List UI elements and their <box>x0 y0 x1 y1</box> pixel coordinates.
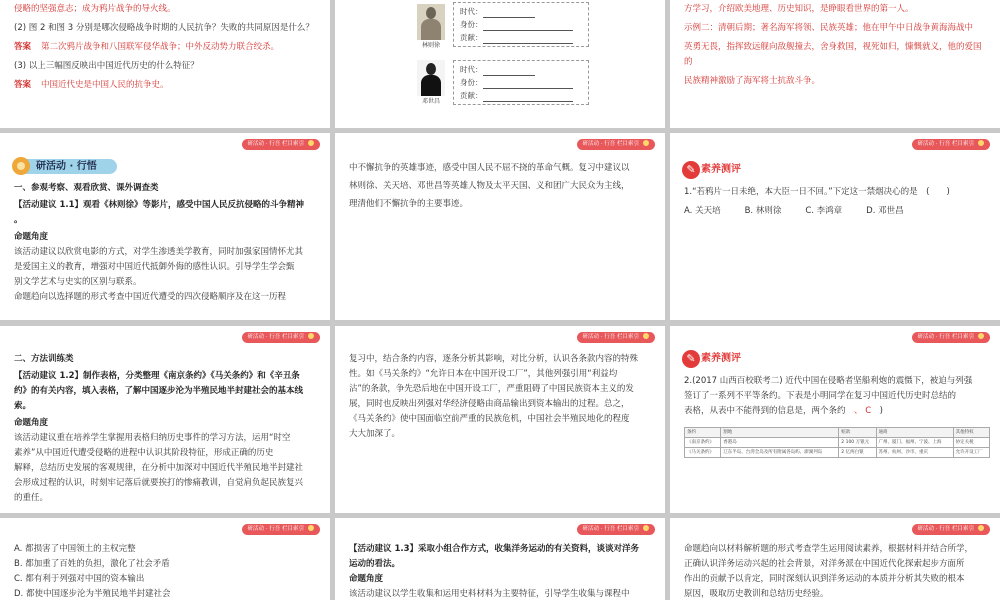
body-text: 别文学艺术与史实的区别与联系。 <box>14 277 142 287</box>
smile-icon <box>978 525 984 531</box>
answer-text: 中国近代史是中国人民的抗争史。 <box>41 80 169 90</box>
body-text: 正确认识洋务运动兴起的社会背景，对洋务派在中国近代化探索起步方面所 <box>684 559 965 569</box>
column-index-button[interactable]: 研活动 · 行吾 栏目索引 <box>242 332 321 343</box>
question-text: (2) 图 2 和图 3 分别是哪次侵略战争时期的人民抗争？失败的共同原因是什么？ <box>14 23 314 33</box>
question-text: 签订了一系列不平等条约。下表是小明同学在复习中国近代历史时总结的 <box>684 391 957 401</box>
activity-title: 约》的有关内容，填入表格，了解中国逐步沦为半殖民地半封建社会的基本线 <box>14 386 304 396</box>
body-text: 中不懈抗争的英雄事迹，感受中国人民不屈不挠的革命气概。复习中建议以 <box>349 163 630 173</box>
portrait-image <box>417 60 445 96</box>
column-index-button[interactable]: 研活动 · 行吾 栏目索引 <box>912 139 991 150</box>
option-d[interactable]: D. 邓世昌 <box>866 206 904 216</box>
answer-text: 民族精神激励了海军将士抗敌斗争。 <box>684 76 821 86</box>
body-text: 素养”从中国近代遭受侵略的进程中认识其阶段特征，形成正确的历史 <box>14 448 274 458</box>
body-text: 复习中，结合条约内容，逐条分析其影响，对比分析，认识各条款内容的特殊 <box>349 354 639 364</box>
column-index-button[interactable]: 研活动 · 行吾 栏目索引 <box>577 332 656 343</box>
body-text: 林则徐、关天培、邓世昌等英雄人物及太平天国、义和团广大民众为主线， <box>349 181 630 191</box>
question-text: 表格，从表中不能得到的信息是，两个条约 、 C ) <box>684 406 883 416</box>
answer-text: 示例二：清朝后期；著名海军将领、民族英雄；他在甲午中日战争黄海海战中 <box>684 23 974 33</box>
blank-line[interactable] <box>483 91 573 102</box>
angle-title: 命题角度 <box>14 418 49 428</box>
question-text: 2.(2017 山西百校联考二) 近代中国在侵略者坚船利炮的震慑下，被迫与列强 <box>684 376 973 386</box>
option-b[interactable]: B. 都加重了百姓的负担，激化了社会矛盾 <box>14 559 170 569</box>
smile-icon <box>978 333 984 339</box>
smile-icon <box>978 140 984 146</box>
option-d[interactable]: D. 都使中国逐步沦为半殖民地半封建社会 <box>14 589 171 599</box>
column-index-button[interactable]: 研活动 · 行吾 栏目索引 <box>577 524 656 535</box>
answer-text: 的 <box>684 57 693 67</box>
option-list <box>684 204 988 219</box>
body-text: 该活动建议重在培养学生掌握用表格归纳历史事件的学习方法，运用“时空 <box>14 433 291 443</box>
smile-icon <box>308 140 314 146</box>
blank-line[interactable] <box>483 65 535 76</box>
body-text: 性。如《马关条约》“允许日本在中国开设工厂”，其他列强引用“利益均 <box>349 369 618 379</box>
body-text: 该活动建议以学生收集和运用史料材料为主要特征，引导学生收集与课程中 <box>349 589 630 599</box>
answer-label: 答案 <box>14 42 32 52</box>
field-label: 贡献： <box>460 91 483 100</box>
slide-5[interactable] <box>335 133 665 320</box>
field-label: 贡献： <box>460 33 483 42</box>
field-label: 时代： <box>460 65 483 74</box>
flag-icon: ✎ <box>682 350 700 368</box>
smile-icon <box>643 525 649 531</box>
angle-title: 命题角度 <box>349 574 384 584</box>
treaty-table <box>684 427 990 458</box>
answer-text: 英勇无畏，指挥致远舰向敌舰撞去，舍身救国，视死如归，慷慨就义，他的爱国 <box>684 42 982 52</box>
table-row: 《南京条约》 香港岛 2 100 万银元 广州、厦门、福州、宁波、上海 协定关税 <box>685 438 990 448</box>
body-text: 会形成过程的认识，时刻牢记落后就要挨打的惨痛教训，自觉肩负起民族复兴 <box>14 478 304 488</box>
badge-label: 研活动 · 行悟 <box>36 161 97 172</box>
smile-icon <box>308 333 314 339</box>
fill-card <box>453 60 589 105</box>
body-text: 解释，总结历史发展的客观规律，在分析中加深对中国近代半殖民地半封建社 <box>14 463 304 473</box>
answer-mark: 、 C <box>854 406 872 416</box>
column-index-button[interactable]: 研活动 · 行吾 栏目索引 <box>912 332 991 343</box>
activity-title: 索。 <box>14 401 32 411</box>
slide-11[interactable] <box>335 518 665 600</box>
field-label: 身份： <box>460 78 483 87</box>
body-text: 命题趋向以材料解析题的形式考查学生运用阅读素养，根据材料并结合所学， <box>684 544 974 554</box>
blank-line[interactable] <box>483 78 573 89</box>
option-a[interactable]: A. 都损害了中国领土的主权完整 <box>14 544 136 554</box>
slide-9[interactable] <box>670 326 1000 513</box>
answer-label: 答案 <box>14 80 32 90</box>
body-text: 的重任。 <box>14 493 49 503</box>
body-text: 命题趋向以选择题的形式考查中国近代遭受的四次侵略顺序及在这一历程 <box>14 292 287 302</box>
slide-3[interactable] <box>670 0 1000 128</box>
column-index-button[interactable]: 研活动 · 行吾 栏目索引 <box>912 524 991 535</box>
section-heading: 一、参观考察、观看欣赏、课外调查类 <box>14 183 159 193</box>
body-text: 沾”的条款，争先恐后地在中国开设工厂，严重阻碍了中国民族资本主义的发 <box>349 384 634 394</box>
column-index-button[interactable]: 研活动 · 行吾 栏目索引 <box>242 524 321 535</box>
answer-text: 方学习，介绍欧美地理、历史知识，是睁眼看世界的第一人。 <box>684 4 914 14</box>
person-name: 林则徐 <box>421 42 440 49</box>
option-c[interactable]: C. 都有利于列强对中国的资本输出 <box>14 574 145 584</box>
table-header-row: 条约 割地 赔款 通商 其他特权 <box>685 428 990 438</box>
slide-7[interactable] <box>0 326 330 513</box>
badge-label: 素养测评 <box>701 353 741 364</box>
slide-12[interactable] <box>670 518 1000 600</box>
activity-title: 【活动建议 1.2】制作表格，分类整理《南京条约》《马关条约》和《辛丑条 <box>14 371 300 381</box>
body-text: 展，同时也反映出列强对华经济侵略由商品输出到资本输出的过程。总之， <box>349 399 630 409</box>
smile-icon <box>643 333 649 339</box>
column-index-button[interactable]: 研活动 · 行吾 栏目索引 <box>577 139 656 150</box>
answer-text: 第二次鸦片战争和八国联军侵华战争；中外反动势力联合绞杀。 <box>41 42 280 52</box>
slide-1[interactable] <box>0 0 330 128</box>
body-text: 是爱国主义的教育，增强对中国近代抵御外侮的感性认识。引导学生学会甄 <box>14 262 295 272</box>
option-a[interactable]: A. 关天培 <box>684 206 721 216</box>
fill-card <box>453 2 589 47</box>
slide-8[interactable] <box>335 326 665 513</box>
answer-text: 侵略的坚强意志；成为鸦片战争的导火线。 <box>14 4 176 14</box>
field-label: 身份： <box>460 20 483 29</box>
body-text: 理清他们不懈抗争的主要事迹。 <box>349 199 469 209</box>
table-row: 《马关条约》 辽东半岛、台湾全岛及所有附属各岛屿、澎湖列岛 2 亿两白银 苏州、杭州、沙市、重庆 允许开设工厂 <box>685 448 990 458</box>
blank-line[interactable] <box>483 7 535 18</box>
circle-icon <box>12 157 30 175</box>
portrait-image <box>417 4 445 40</box>
person-name: 邓世昌 <box>421 98 440 105</box>
body-text: 《马关条约》使中国面临空前严重的民族危机，中国社会半殖民地化的程度 <box>349 414 630 424</box>
column-index-button[interactable]: 研活动 · 行吾 栏目索引 <box>242 139 321 150</box>
body-text: 大大加深了。 <box>349 429 401 439</box>
slide-6[interactable] <box>670 133 1000 320</box>
slide-4[interactable] <box>0 133 330 320</box>
activity-title: 【活动建议 1.1】观看《林则徐》等影片，感受中国人民反抗侵略的斗争精神 。 <box>14 200 305 225</box>
quiz-badge <box>682 350 744 368</box>
activity-title: 【活动建议 1.3】采取小组合作方式，收集洋务运动的有关资料，谈谈对洋务 <box>349 544 640 554</box>
quiz-badge <box>682 161 744 179</box>
smile-icon <box>643 140 649 146</box>
flag-icon: ✎ <box>682 161 700 179</box>
body-text: 该活动建议以欣赏电影的方式，对学生渗透美学教育，同时加强家国情怀尤其 <box>14 247 304 257</box>
section-badge <box>12 157 117 175</box>
question-text: (3) 以上三幅图反映出中国近代历史的什么特征？ <box>14 61 199 71</box>
question-text: 1.“若鸦片一日未绝，本大臣一日不回。”下定这一禁烟决心的是 ( ) <box>684 187 950 197</box>
section-heading: 二、方法训练类 <box>14 354 74 364</box>
body-text: 作出的贡献予以肯定，同时深刻认识到洋务运动的本质并分析其失败的根本 <box>684 574 965 584</box>
slide-10[interactable] <box>0 518 330 600</box>
field-label: 时代： <box>460 7 483 16</box>
smile-icon <box>308 525 314 531</box>
badge-label: 素养测评 <box>701 164 741 175</box>
activity-title: 运动的看法。 <box>349 559 401 569</box>
blank-line[interactable] <box>483 20 573 31</box>
option-b[interactable]: B. 林则徐 <box>744 206 782 216</box>
slide-2[interactable] <box>335 0 665 128</box>
option-c[interactable]: C. 李鸿章 <box>805 206 843 216</box>
blank-line[interactable] <box>483 33 573 44</box>
angle-title: 命题角度 <box>14 232 49 242</box>
body-text: 原因，吸取历史教训和总结历史经验。 <box>684 589 829 599</box>
